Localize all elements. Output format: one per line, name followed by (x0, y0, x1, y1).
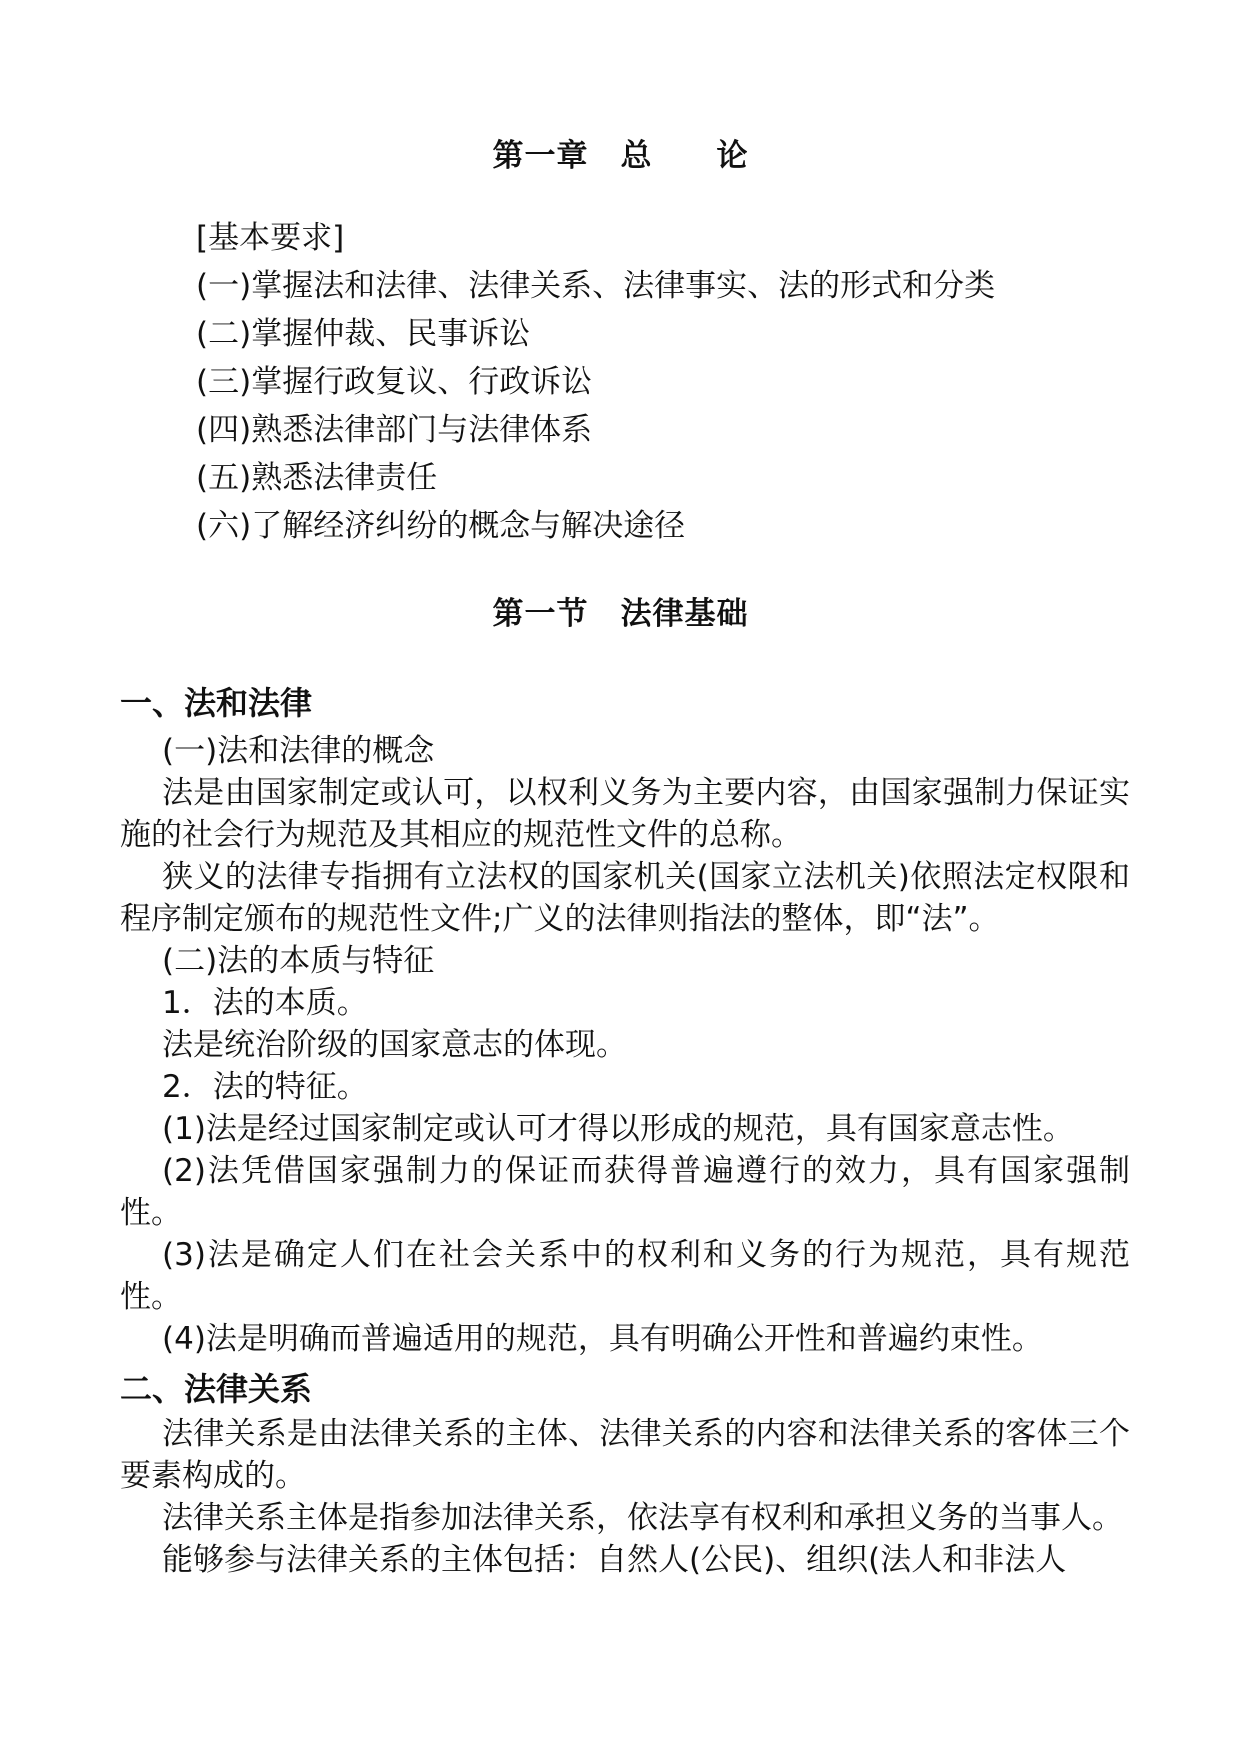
paragraph: 法是由国家制定或认可，以权利义务为主要内容，由国家强制力保证实施的社会行为规范及其相应的规范性文件的总称。 (120, 775, 1130, 853)
paragraph: (4)法是明确而普遍适用的规范，具有明确公开性和普遍约束性。 (162, 1321, 1043, 1357)
paragraph: 1．法的本质。 (162, 985, 368, 1021)
paragraph: 法律关系是由法律关系的主体、法律关系的内容和法律关系的客体三个要素构成的。 (120, 1416, 1130, 1494)
requirement-item: (五)熟悉法律责任 (196, 460, 438, 496)
paragraph: (1)法是经过国家制定或认可才得以形成的规范，具有国家意志性。 (162, 1111, 1074, 1147)
paragraph: (一)法和法律的概念 (162, 733, 435, 769)
paragraph: (2)法凭借国家强制力的保证而获得普遍遵行的效力，具有国家强制性。 (120, 1153, 1130, 1231)
paragraph: 法是统治阶级的国家意志的体现。 (162, 1027, 627, 1063)
chapter-title: 第一章 总 论 (492, 138, 749, 174)
basic-requirements (196, 214, 995, 550)
heading-legal-relationship: 二、法律关系 (120, 1370, 313, 1408)
requirement-item: (六)了解经济纠纷的概念与解决途径 (196, 508, 686, 544)
part1-body (120, 730, 1130, 1360)
paragraph: 狭义的法律专指拥有立法权的国家机关(国家立法机关)依照法定权限和程序制定颁布的规范性文件;广义的法律则指法的整体，即“法”。 (120, 859, 1130, 937)
paragraph: 2．法的特征。 (162, 1069, 368, 1105)
paragraph: 法律关系主体是指参加法律关系，依法享有权利和承担义务的当事人。 (162, 1500, 1123, 1536)
heading-law-and-statute: 一、法和法律 (120, 684, 313, 722)
section-title: 第一节 法律基础 (492, 596, 749, 632)
requirement-item: (一)掌握法和法律、法律关系、法律事实、法的形式和分类 (196, 268, 996, 304)
requirements-heading: [基本要求] (196, 220, 345, 256)
paragraph: (3)法是确定人们在社会关系中的权利和义务的行为规范，具有规范性。 (120, 1237, 1130, 1315)
paragraph: (二)法的本质与特征 (162, 943, 435, 979)
requirement-item: (四)熟悉法律部门与法律体系 (196, 412, 593, 448)
paragraph: 能够参与法律关系的主体包括：自然人(公民)、组织(法人和非法人 (162, 1542, 1067, 1578)
requirement-item: (三)掌握行政复议、行政诉讼 (196, 364, 593, 400)
requirement-item: (二)掌握仲裁、民事诉讼 (196, 316, 531, 352)
part2-body (120, 1413, 1130, 1581)
